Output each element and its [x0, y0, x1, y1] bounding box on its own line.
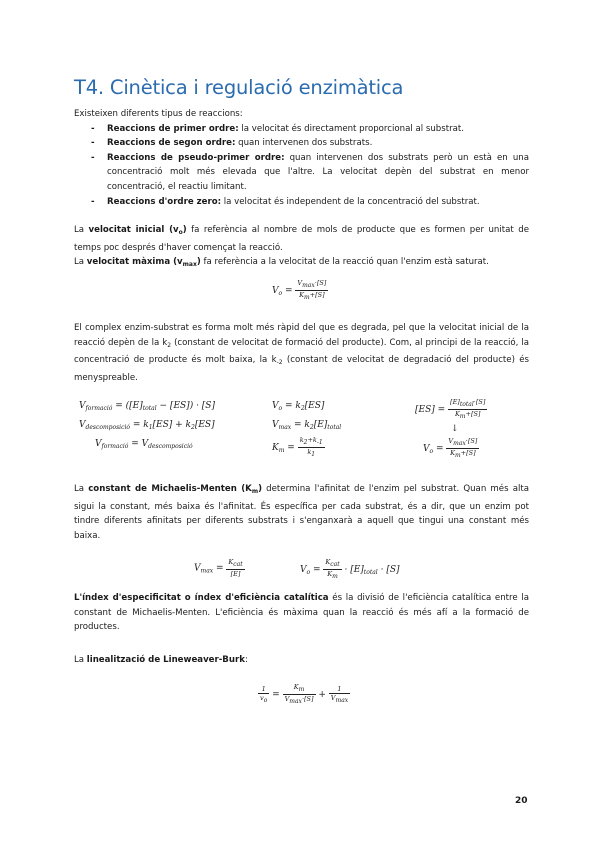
- michaelis-menten-paragraph: La constant de Michaelis-Menten $(K_m)$ determina l'afinitat de l'enzim pel substrat. Quan més alta sigui la constant, més baixa és l'afinitat. És específica per cada substrat, és a dir, que un enzim pot tindre diferents afinitats per diferents substrats i s'enganxarà a aquell que tingui una constant més baixa.: [74, 484, 529, 541]
- max-velocity-paragraph: La velocitat màxima $(v_{max})$ fa referència a la velocitat de la reacció quan l'enzim està saturat.: [74, 257, 489, 269]
- list-item: - Reaccions de segon ordre: quan intervenen dos substrats.: [91, 136, 529, 151]
- vo-kcat-equation: $V_o$ = $\frac{K_{cat}}{K_m}$ · $[E]_{total} \cdot [S]$: [300, 558, 400, 580]
- initial-velocity-paragraph: La velocitat inicial $(v_o)$ fa referència al nombre de mols de producte que es formen per unitat de temps poc després d'haver començat la reacció.: [74, 225, 529, 253]
- lineweaver-burk-heading: La linealització de Lineweaver-Burk:: [74, 655, 248, 665]
- page-number: 20: [515, 796, 528, 806]
- velocity-equations-right: [ES] = $\frac{[E]_{total}\cdot[S]}{K_m+[S]}$ ↓ $V_o$ = $\frac{V_{max}\cdot[S]}{K_m+[S]}$: [415, 398, 486, 459]
- lineweaver-burk-equation: $\frac{1}{v_o}$ = $\frac{K_m}{V_{max}\cdot[S]}$ + $\frac{1}{V_{max}}$: [260, 683, 349, 705]
- velocity-equations-left: $V_{formació} = ([E]_{total} - [ES]) \cdot [S]$ $V_{descomposició} = k_1[ES] + k_2[ES]$ $V_{formació} = V_{descomposició}$: [79, 401, 215, 450]
- vmax-kcat-equation: $V_{max}$ = $\frac{K_{cat}}{[E]}$: [194, 558, 243, 578]
- michaelis-menten-equation: $V_o$ = $\frac{V_{max}\cdot[S]}{K_m+[S]}$: [272, 279, 327, 301]
- velocity-equations-middle: $V_o = k_2[ES]$ $V_{max} = k_2[E]_{total}$ $K_m$ = $\frac{k_2+k_{-1}}{k_1}$: [272, 401, 342, 458]
- velocity-definitions: [74, 223, 529, 273]
- page-title: T4. Cinètica i regulació enzimàtica: [74, 76, 404, 99]
- complex-paragraph: El complex enzim-substrat es forma molt més ràpid del que es degrada, pel que la velocitat inicial de la reacció depèn de la $k_2$ (constant de velocitat de formació del producte). Com, al principi de la reacció, la concentració de producte és molt baixa, la $k_{-2}$ (constant de velocitat de degradació del producte) és menyspreable.: [74, 323, 529, 383]
- list-item: - Reaccions d'ordre zero: la velocitat és independent de la concentració del substrat.: [91, 195, 529, 210]
- reaction-types-section: [74, 107, 529, 209]
- list-item: - Reaccions de pseudo-primer ordre: quan intervenen dos substrats però un està en una concentració molt més elevada que l'altre. La velocitat depèn del substrat en menor concentració, el reactiu limitant.: [91, 151, 529, 195]
- reaction-types-list: [74, 122, 529, 210]
- list-item: - Reaccions de primer ordre: la velocitat és directament proporcional al substrat.: [91, 122, 529, 137]
- specificity-index-paragraph: L'índex d'especificitat o índex d'eficiència catalítica és la divisió de l'eficiència catalítica entre la constant de Michaelis-Menten. L'eficiència és màxima quan la reacció és més afí a la formació de productes.: [74, 593, 529, 633]
- intro-text: Existeixen diferents tipus de reaccions:: [74, 109, 243, 119]
